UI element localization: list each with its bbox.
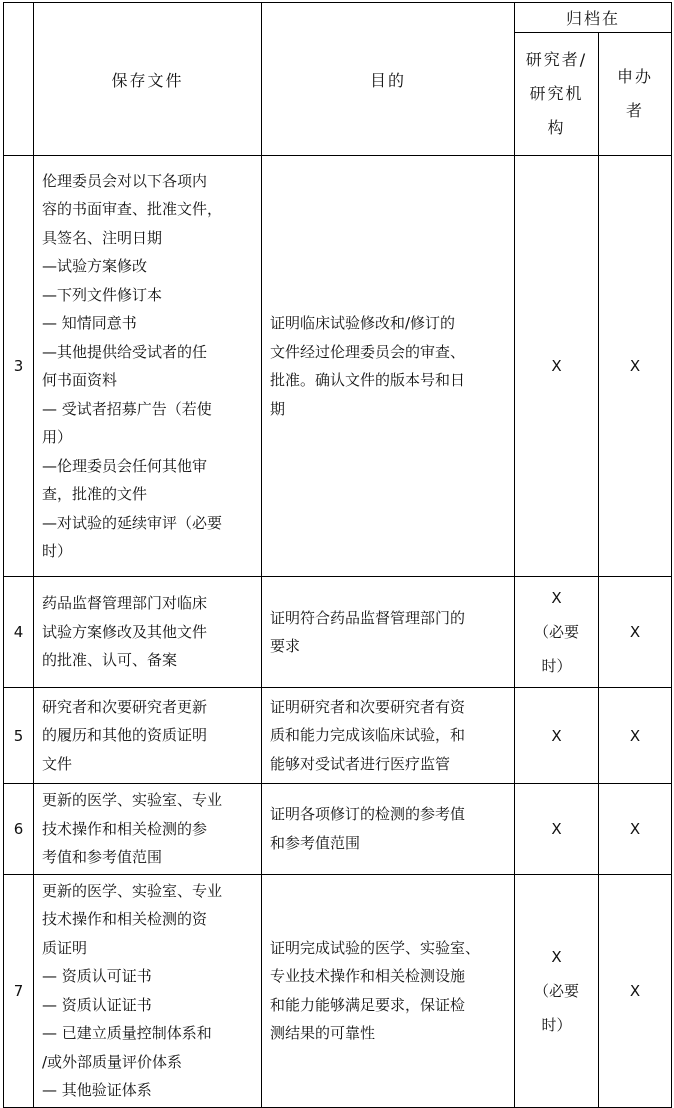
table-row (4, 577, 672, 688)
doc-line: 用） (42, 428, 73, 446)
doc-line: — 资质认证证书 (42, 995, 152, 1014)
row-number: 5 (4, 688, 34, 784)
doc-line: 药品监督管理部门对临床 (42, 594, 208, 613)
purpose-line: 专业技术操作和相关检测设施 (270, 967, 466, 985)
row-number: 7 (4, 874, 34, 1107)
investigator-mark (515, 577, 599, 688)
sponsor-header-line: 申办 (617, 67, 654, 86)
doc-line: 伦理委员会对以下各项内 (42, 171, 208, 190)
doc-line: 容的书面审查、批准文件， (42, 200, 223, 218)
table-row (4, 156, 672, 577)
purpose-line: 证明各项修订的检测的参考值 (270, 805, 466, 824)
sponsor-mark: X (599, 874, 672, 1107)
doc-line: —伦理委员会任何其他审 (42, 456, 208, 475)
doc-line: /或外部质量评价体系 (42, 1052, 183, 1071)
purpose-cell (262, 577, 515, 688)
doc-line: 的批准、认可、备案 (42, 651, 178, 670)
purpose-line: 证明符合药品监督管理部门的 (270, 608, 466, 627)
purpose-line: 质和能力完成该临床试验，和 (270, 726, 466, 745)
archive-header: 归档在 (515, 3, 672, 33)
doc-line: — 已建立质量控制体系和 (42, 1024, 212, 1042)
doc-line: —其他提供给受试者的任 (42, 342, 208, 361)
doc-line: 何书面资料 (42, 371, 118, 389)
investigator-x: X (551, 357, 562, 375)
purpose-line: 期 (270, 399, 286, 418)
doc-line: 时） (42, 542, 73, 560)
purpose-line: 和能力能够满足要求，保证检 (270, 995, 466, 1014)
sponsor-mark: X (599, 784, 672, 875)
sponsor-header-line: 者 (626, 101, 645, 120)
doc-cell (34, 156, 262, 577)
investigator-mark (515, 156, 599, 577)
investigator-note: 时） (541, 657, 572, 675)
row-number: 4 (4, 577, 34, 688)
archive-table (3, 2, 672, 1108)
purpose-line: 批准。确认文件的版本号和日 (270, 371, 466, 389)
sponsor-mark: X (599, 688, 672, 784)
doc-line: 更新的医学、实验室、专业 (42, 881, 223, 900)
investigator-header-line: 研究机 (529, 84, 584, 103)
purpose-cell (262, 874, 515, 1107)
purpose-line: 测结果的可靠性 (270, 1024, 376, 1042)
table-row (4, 874, 672, 1107)
investigator-mark (515, 784, 599, 875)
doc-line: 技术操作和相关检测的资 (42, 910, 208, 928)
investigator-x: X (551, 947, 562, 966)
investigator-note: （必要 (533, 623, 579, 641)
doc-cell (34, 577, 262, 688)
doc-line: — 受试者招募广告（若使 (42, 399, 212, 418)
doc-line: 查，批准的文件 (42, 485, 148, 503)
purpose-cell (262, 156, 515, 577)
purpose-line: 证明临床试验修改和/修订的 (270, 314, 456, 332)
purpose-cell (262, 784, 515, 875)
doc-line: 具签名、注明日期 (42, 228, 163, 247)
doc-line: 技术操作和相关检测的参 (42, 819, 208, 838)
purpose-line: 证明研究者和次要研究者有资 (270, 697, 466, 716)
purpose-line: 要求 (270, 637, 301, 655)
doc-line: 文件 (42, 754, 73, 773)
sponsor-mark: X (599, 577, 672, 688)
investigator-mark (515, 688, 599, 784)
investigator-note: （必要 (533, 981, 579, 1000)
investigator-header-line: 研究者/ (525, 50, 588, 69)
doc-line: 研究者和次要研究者更新 (42, 697, 208, 716)
doc-line: 的履历和其他的资质证明 (42, 726, 208, 745)
doc-column-header: 保存文件 (34, 3, 262, 156)
doc-line: 试验方案修改及其他文件 (42, 622, 208, 641)
purpose-line: 证明完成试验的医学、实验室、 (270, 938, 481, 957)
table-row (4, 784, 672, 875)
row-number: 3 (4, 156, 34, 577)
investigator-x: X (551, 589, 562, 607)
investigator-note: 时） (541, 1015, 572, 1034)
investigator-x: X (551, 819, 562, 838)
doc-line: 更新的医学、实验室、专业 (42, 791, 223, 809)
doc-cell (34, 688, 262, 784)
doc-cell (34, 874, 262, 1107)
doc-line: — 资质认可证书 (42, 967, 152, 985)
doc-line: —对试验的延续审评（必要 (42, 513, 223, 532)
row-number-header (4, 3, 34, 156)
header-row-top (4, 3, 672, 33)
sponsor-header (599, 33, 672, 156)
doc-line: 质证明 (42, 938, 88, 957)
purpose-cell (262, 688, 515, 784)
doc-line: —试验方案修改 (42, 257, 148, 275)
investigator-header (515, 33, 599, 156)
doc-line: —下列文件修订本 (42, 285, 163, 304)
investigator-header-line: 构 (547, 118, 566, 137)
doc-line: 考值和参考值范围 (42, 848, 163, 866)
purpose-line: 文件经过伦理委员会的审查、 (270, 342, 466, 361)
doc-cell (34, 784, 262, 875)
table-row (4, 688, 672, 784)
table-body (4, 156, 672, 1108)
doc-line: — 知情同意书 (42, 314, 137, 332)
doc-line: — 其他验证体系 (42, 1081, 152, 1099)
row-number: 6 (4, 784, 34, 875)
purpose-line: 能够对受试者进行医疗监管 (270, 754, 451, 773)
purpose-column-header: 目的 (262, 3, 515, 156)
purpose-line: 和参考值范围 (270, 833, 361, 852)
sponsor-mark: X (599, 156, 672, 577)
investigator-x: X (551, 726, 562, 745)
investigator-mark (515, 874, 599, 1107)
